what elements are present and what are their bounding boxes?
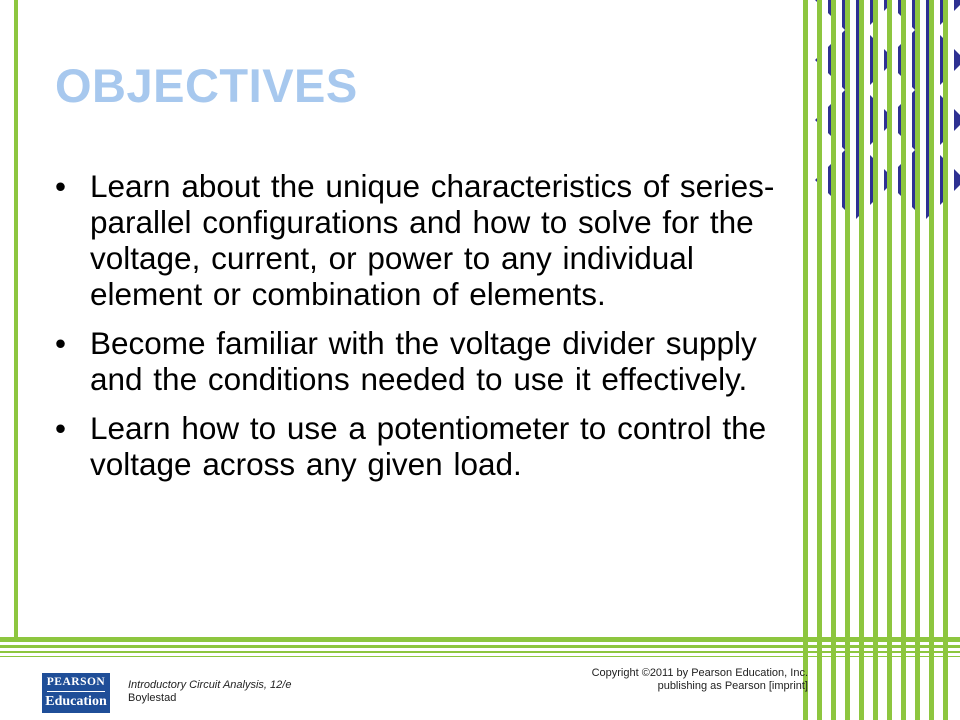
footer-copyright-line: Copyright ©2011 by Pearson Education, Inc. (591, 667, 808, 679)
bullet-icon: • (55, 410, 67, 446)
footer-copyright (592, 667, 808, 693)
footer-green-band (0, 645, 960, 648)
objective-item (55, 168, 795, 312)
slide-title: OBJECTIVES (55, 59, 358, 112)
footer-green-band (0, 637, 960, 642)
footer-author: Boylestad (128, 692, 177, 704)
footer-book-info (128, 679, 291, 705)
objective-item (55, 325, 795, 397)
objective-text: Learn about the unique characteristics of series-parallel configurations and how to solve for the voltage, current, or power to any individual element or combination of elements. (90, 168, 775, 312)
decorative-stripes-diamonds (800, 0, 960, 720)
objectives-list (55, 168, 795, 495)
logo-top-text: PEARSON (46, 676, 106, 688)
logo-divider (47, 691, 105, 692)
objective-text: Become familiar with the voltage divider supply and the conditions needed to use it effectively. (90, 325, 757, 397)
footer-imprint-line: publishing as Pearson [imprint] (657, 680, 808, 692)
left-green-stripe (14, 0, 18, 640)
footer-book-title: Introductory Circuit Analysis, 12/e (128, 679, 292, 691)
logo-bottom-text: Education (45, 694, 107, 709)
objective-text: Learn how to use a potentiometer to control the voltage across any given load. (90, 410, 767, 482)
bullet-icon: • (55, 168, 67, 204)
footer-green-band (0, 656, 960, 657)
objective-item (55, 410, 795, 482)
bullet-icon: • (55, 325, 67, 361)
footer-green-band (0, 651, 960, 653)
pearson-education-logo (42, 673, 110, 713)
